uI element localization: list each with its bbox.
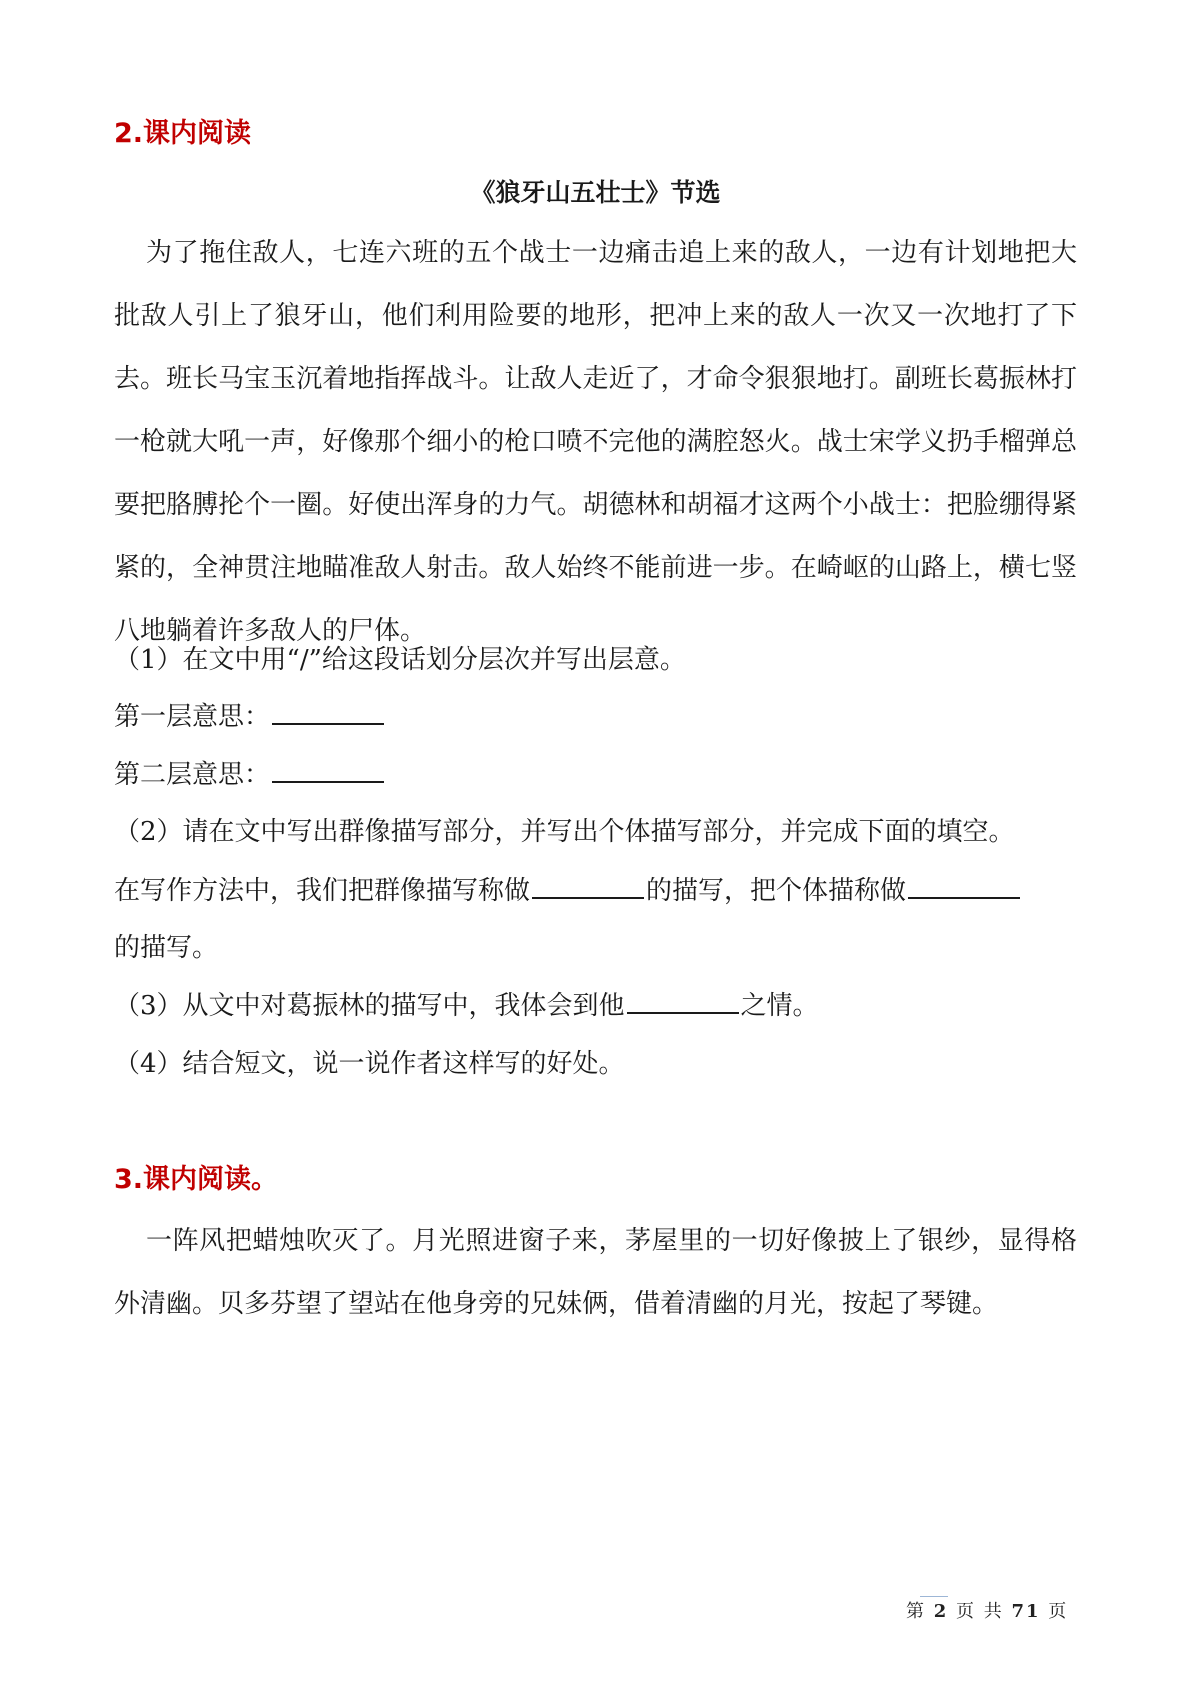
q3-text-b: 之情。 [740, 991, 819, 1021]
footer-current-page: 2 [933, 1601, 949, 1622]
section-3-heading: 3.课内阅读。 [114, 1164, 279, 1195]
question-3 [114, 986, 1077, 1026]
footer-prefix: 第 [906, 1601, 926, 1622]
layer-1-label: 第一层意思： [114, 702, 271, 732]
page-footer [906, 1600, 1068, 1624]
q2-text-a: 在写作方法中，我们把群像描写称做 [114, 876, 531, 906]
q2-blank-1[interactable] [532, 871, 644, 899]
footer-total-pages: 71 [1011, 1601, 1041, 1622]
layer-1-blank[interactable] [272, 697, 384, 725]
question-2-fill [114, 871, 1077, 911]
question-4: （4）结合短文，说一说作者这样写的好处。 [114, 1049, 625, 1079]
question-2-end: 的描写。 [114, 933, 219, 963]
section-3-passage: 一阵风把蜡烛吹灭了。月光照进窗子来，茅屋里的一切好像披上了银纱，显得格外清幽。贝多芬望了望站在他身旁的兄妹俩，借着清幽的月光，按起了琴键。 [114, 1226, 1077, 1319]
footer-suffix: 页 [1048, 1601, 1069, 1622]
question-1: （1）在文中用“/”给这段话划分层次并写出层意。 [114, 645, 686, 675]
layer-2-label: 第二层意思： [114, 760, 271, 790]
q2-blank-2[interactable] [908, 871, 1020, 899]
passage-title: 《狼牙山五壮士》节选 [470, 178, 721, 207]
q3-blank[interactable] [627, 986, 739, 1014]
footer-middle: 页 共 [956, 1601, 1004, 1622]
question-1-layer-1 [114, 697, 1077, 737]
question-1-layer-2 [114, 755, 1077, 795]
question-2: （2）请在文中写出群像描写部分，并写出个体描写部分，并完成下面的填空。 [114, 817, 1015, 847]
section-2-passage: 为了拖住敌人，七连六班的五个战士一边痛击追上来的敌人，一边有计划地把大批敌人引上了狼牙山，他们利用险要的地形，把冲上来的敌人一次又一次地打了下去。班长马宝玉沉着地指挥战斗。让敌人走近了，才命令狠狠地打。副班长葛振林打一枪就大吼一声，好像那个细小的枪口喷不完他的满腔怒火。战士宋学义扔手榴弹总要把胳膊抡个一圈。好使出浑身的力气。胡德林和胡福才这两个小战士：把脸绷得紧紧的，全神贯注地瞄准敌人射击。敌人始终不能前进一步。在崎岖的山路上，横七竖八地躺着许多敌人的尸体。 [114, 238, 1077, 646]
q2-text-b: 的描写，把个体描称做 [646, 876, 907, 906]
footer-divider [920, 1596, 948, 1597]
layer-2-blank[interactable] [272, 755, 384, 783]
section-2-heading: 2.课内阅读 [114, 118, 252, 149]
q3-text-a: （3）从文中对葛振林的描写中，我体会到他 [114, 991, 625, 1021]
